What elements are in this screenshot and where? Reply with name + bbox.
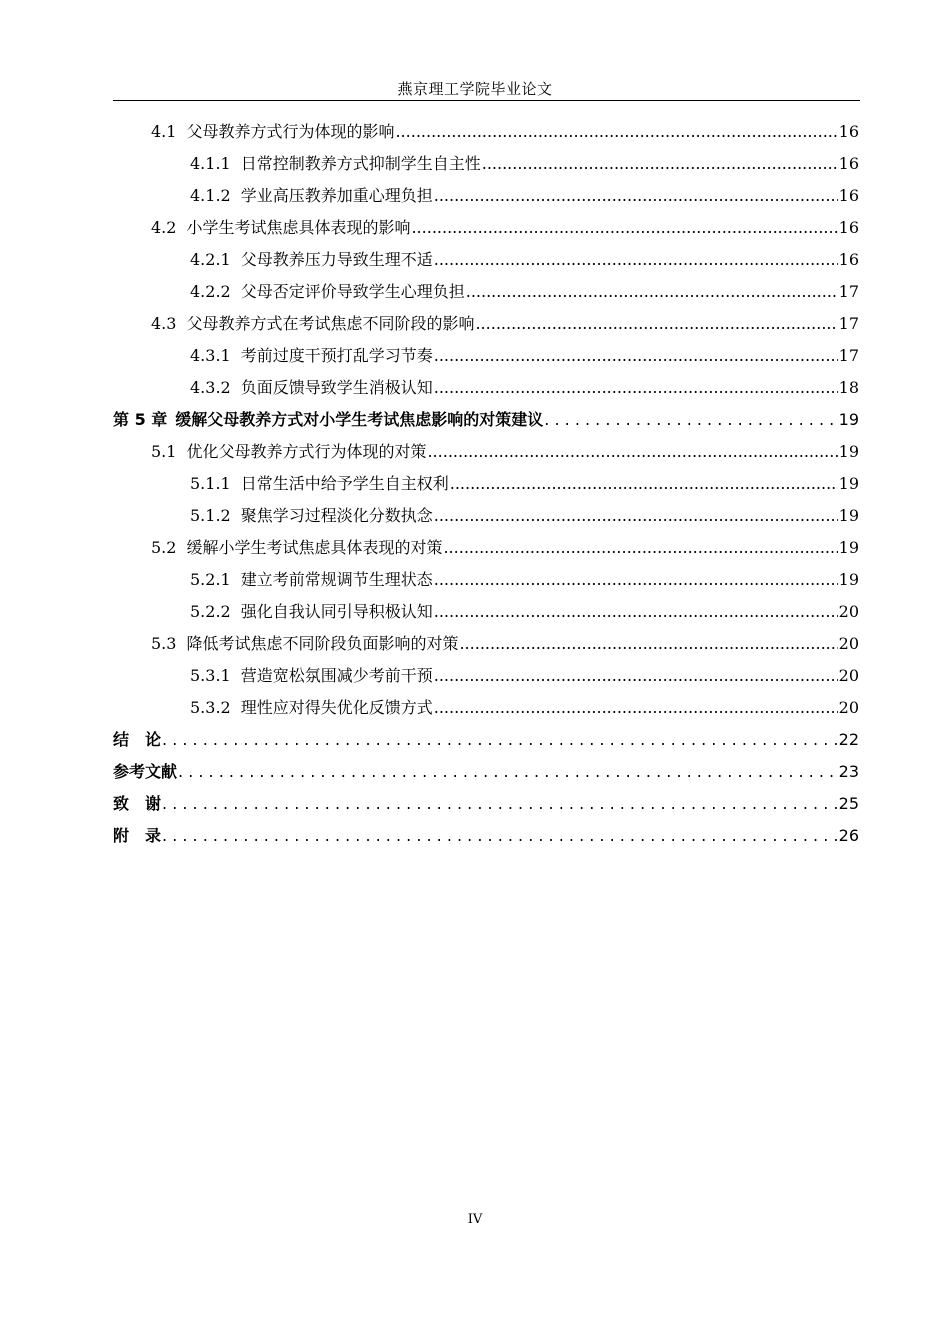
toc-dot-leader [434, 660, 838, 692]
toc-entry-number: 4.1 [151, 122, 177, 141]
toc-dot-leader [434, 500, 838, 532]
toc-entry[interactable] [113, 500, 859, 532]
toc-entry[interactable] [113, 244, 859, 276]
toc-entry-number: 5.3 [151, 634, 177, 653]
toc-entry-title: 父母教养压力导致生理不适 [240, 250, 433, 269]
toc-entry-page: 26 [838, 826, 859, 845]
toc-entry[interactable] [113, 692, 859, 724]
running-header-title: 燕京理工学院毕业论文 [397, 80, 553, 98]
toc-entry-page: 16 [838, 186, 859, 205]
toc-entry-page: 18 [838, 378, 859, 397]
toc-entry-title: 父母教养方式在考试焦虑不同阶段的影响 [186, 314, 475, 333]
toc-entry-title: 参考文献 [113, 762, 178, 781]
toc-dot-leader [459, 628, 837, 660]
toc-entry[interactable] [113, 596, 859, 628]
toc-dot-leader [434, 596, 838, 628]
header-divider [113, 100, 860, 101]
toc-entry[interactable] [113, 820, 859, 852]
toc-entry-page: 23 [838, 762, 859, 781]
toc-entry-title: 父母教养方式行为体现的影响 [186, 122, 395, 141]
toc-dot-leader [395, 116, 837, 148]
toc-dot-leader [427, 436, 837, 468]
toc-entry[interactable] [113, 148, 859, 180]
toc-entry-title: 考前过度干预打乱学习节奏 [240, 346, 433, 365]
toc-dot-leader [434, 340, 838, 372]
toc-entry-number: 4.3.2 [190, 378, 231, 397]
toc-entry-page: 19 [838, 538, 859, 557]
toc-entry-number: 5.3.1 [190, 666, 231, 685]
toc-entry-number: 4.1.1 [190, 154, 231, 173]
toc-entry[interactable] [113, 180, 859, 212]
toc-dot-leader [162, 820, 838, 852]
toc-entry-page: 19 [838, 570, 859, 589]
toc-entry[interactable] [113, 436, 859, 468]
toc-entry-title: 理性应对得失优化反馈方式 [240, 698, 433, 717]
toc-entry-number: 5.2 [151, 538, 177, 557]
toc-entry-title: 优化父母教养方式行为体现的对策 [186, 442, 427, 461]
toc-entry[interactable] [113, 756, 859, 788]
toc-entry-number: 5.1.1 [190, 474, 231, 493]
toc-entry-title: 结 论 [113, 730, 162, 749]
toc-entry-number: 5.1.2 [190, 506, 231, 525]
toc-entry-title: 降低考试焦虑不同阶段负面影响的对策 [186, 634, 459, 653]
table-of-contents [113, 116, 859, 852]
toc-entry-page: 19 [838, 506, 859, 525]
toc-dot-leader [162, 788, 838, 820]
toc-entry[interactable] [113, 404, 859, 436]
toc-dot-leader [482, 148, 838, 180]
toc-entry-title: 聚焦学习过程淡化分数执念 [240, 506, 433, 525]
toc-entry[interactable] [113, 532, 859, 564]
page-number: IV [467, 1212, 483, 1227]
toc-entry-title: 负面反馈导致学生消极认知 [240, 378, 433, 397]
toc-entry[interactable] [113, 468, 859, 500]
toc-dot-leader [466, 276, 838, 308]
toc-dot-leader [434, 564, 838, 596]
toc-entry-title: 日常生活中给予学生自主权利 [240, 474, 449, 493]
toc-entry-page: 17 [838, 346, 859, 365]
toc-entry-title: 小学生考试焦虑具体表现的影响 [186, 218, 411, 237]
toc-entry[interactable] [113, 212, 859, 244]
toc-entry-page: 22 [838, 730, 859, 749]
toc-entry-page: 16 [838, 154, 859, 173]
toc-entry-page: 16 [838, 122, 859, 141]
toc-entry-page: 20 [838, 634, 859, 653]
toc-entry-number: 5.1 [151, 442, 177, 461]
toc-entry[interactable] [113, 628, 859, 660]
toc-entry[interactable] [113, 564, 859, 596]
toc-dot-leader [411, 212, 837, 244]
toc-entry-title: 致 谢 [113, 794, 162, 813]
toc-entry-title: 缓解小学生考试焦虑具体表现的对策 [186, 538, 443, 557]
toc-entry-page: 20 [838, 602, 859, 621]
toc-entry-number: 4.2 [151, 218, 177, 237]
toc-entry-number: 5.2.2 [190, 602, 231, 621]
toc-entry[interactable] [113, 372, 859, 404]
toc-entry-title: 附 录 [113, 826, 162, 845]
toc-entry-number: 5.3.2 [190, 698, 231, 717]
toc-entry-number: 4.2.2 [190, 282, 231, 301]
toc-entry-number: 4.3.1 [190, 346, 231, 365]
toc-dot-leader [434, 692, 838, 724]
toc-entry[interactable] [113, 116, 859, 148]
toc-entry[interactable] [113, 308, 859, 340]
toc-entry-page: 17 [838, 314, 859, 333]
toc-entry-number: 4.3 [151, 314, 177, 333]
toc-entry-page: 16 [838, 250, 859, 269]
toc-entry-page: 19 [838, 410, 859, 429]
toc-entry-title: 学业高压教养加重心理负担 [240, 186, 433, 205]
toc-entry-page: 20 [838, 666, 859, 685]
toc-entry-title: 强化自我认同引导积极认知 [240, 602, 433, 621]
toc-entry-page: 19 [838, 474, 859, 493]
toc-entry-number: 4.2.1 [190, 250, 231, 269]
toc-entry-page: 19 [838, 442, 859, 461]
toc-dot-leader [434, 244, 838, 276]
toc-entry[interactable] [113, 660, 859, 692]
toc-dot-leader [434, 372, 838, 404]
toc-entry-number: 5.2.1 [190, 570, 231, 589]
toc-entry-title: 日常控制教养方式抑制学生自主性 [240, 154, 481, 173]
toc-dot-leader [450, 468, 838, 500]
toc-entry[interactable] [113, 340, 859, 372]
toc-entry-page: 16 [838, 218, 859, 237]
toc-entry-page: 17 [838, 282, 859, 301]
toc-entry-title: 缓解父母教养方式对小学生考试焦虑影响的对策建议 [175, 410, 544, 429]
toc-entry-title: 营造宽松氛围减少考前干预 [240, 666, 433, 685]
toc-entry[interactable] [113, 276, 859, 308]
toc-dot-leader [475, 308, 837, 340]
toc-dot-leader [178, 756, 838, 788]
toc-entry-page: 25 [838, 794, 859, 813]
toc-entry-title: 建立考前常规调节生理状态 [240, 570, 433, 589]
toc-entry-page: 20 [838, 698, 859, 717]
toc-entry-title: 父母否定评价导致学生心理负担 [240, 282, 465, 301]
toc-dot-leader [544, 404, 837, 436]
toc-dot-leader [434, 180, 838, 212]
toc-entry-number: 第 5 章 [113, 410, 168, 429]
toc-entry-number: 4.1.2 [190, 186, 231, 205]
toc-dot-leader [162, 724, 838, 756]
toc-dot-leader [443, 532, 837, 564]
toc-entry[interactable] [113, 788, 859, 820]
toc-entry[interactable] [113, 724, 859, 756]
